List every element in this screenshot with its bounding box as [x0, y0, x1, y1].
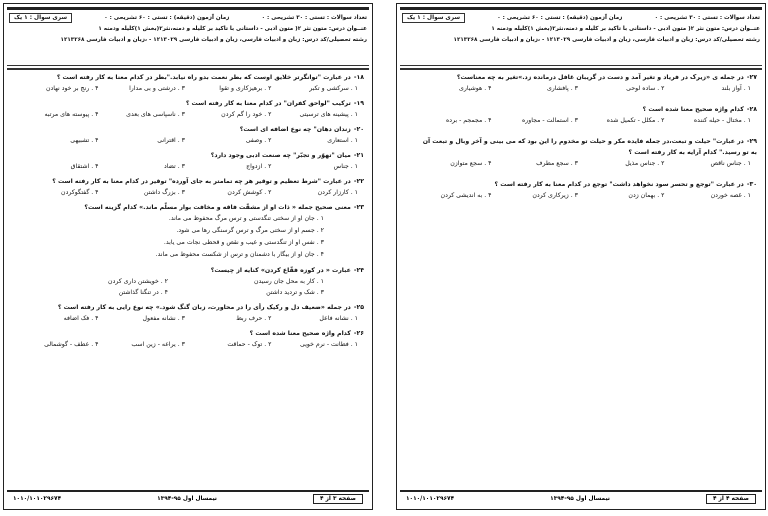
answer-option: ۲ . مکلل - تکمیل شده [606, 117, 665, 124]
question-number: ۲۸- [746, 106, 757, 113]
question-item [12, 328, 364, 350]
answer-option: ۲ . جناس مذیل [625, 160, 665, 167]
question-body: در جمله ی «زیرک در فریاد و تغیر آمد و دست در گریبان غافل درمانده زد.»تغیر به چه معناست؟ [456, 74, 744, 81]
answer-options [405, 158, 757, 169]
series-label: سری سوال : ۱ یک [9, 13, 72, 23]
page-header [9, 12, 367, 60]
question-body: عبارت « در کوزه فقّاع کردن» کنایه از چیست؟ [210, 267, 351, 274]
question-item [12, 202, 364, 261]
question-number: ۱۸- [353, 74, 364, 81]
question-text [12, 176, 364, 187]
question-item [12, 265, 364, 298]
answer-option: ۲ . خود را گم کردن [221, 111, 272, 118]
answer-option: ۴ . به اندیشی کردن [440, 192, 492, 199]
question-item [405, 136, 757, 169]
question-text [405, 104, 757, 115]
question-item [405, 72, 757, 94]
answer-options [405, 115, 757, 126]
answer-option: ۴ . تشبیهی [70, 137, 99, 144]
answer-options [12, 313, 364, 324]
questions-list [12, 72, 364, 487]
answer-option: ۴ . پیوسته های مرتبه [44, 111, 99, 118]
divider [400, 68, 762, 70]
question-number: ۲۹- [746, 138, 757, 145]
question-body: ترکیب "لواحق کفران" در کدام معنا به کار رفته است ؟ [185, 100, 351, 107]
question-number: ۳۰- [746, 181, 757, 188]
answer-options-row [12, 276, 364, 287]
answer-options-row [12, 287, 364, 298]
answer-option: ۱ . فطانت - نرم خویی [300, 341, 358, 348]
answer-option: ۲ . کوشش کردن [227, 189, 272, 196]
answer-option: ۴ . جان او از بیگار با دشمنان و ترس از شکست محفوظ می ماند. [155, 251, 324, 258]
question-text [12, 328, 364, 339]
answer-options-vertical [12, 213, 364, 261]
exam-time: زمان آزمون (دقیقه) : تستی : ۶۰ تشریحی : ۰ [104, 14, 230, 21]
question-body: در عبارت "توجع و تحسر سود نخواهد داشت" توجع در کدام معنا به کار رفته است ؟ [494, 181, 744, 188]
question-item [12, 124, 364, 146]
answer-option: ۱ . کارزار کردن [317, 189, 358, 196]
answer-option: ۳ . شک و تردید داشتن [266, 289, 324, 296]
question-item [405, 104, 757, 126]
divider [7, 68, 369, 70]
question-text [12, 265, 364, 276]
question-number: ۲۳- [353, 204, 364, 211]
question-number: ۱۹- [353, 100, 364, 107]
answer-options [405, 83, 757, 94]
answer-option: ۱ . پیشینه های ترسیتی [299, 111, 358, 118]
answer-option: ۴ . هوشیاری [459, 85, 492, 92]
course-title: عنــوان درس: متون نثر ۲( متون ادبی - داستانی با تاکید بر کلیله و دمنه،نثر۲(بخش ۱)کلیله ودمنه ۱ [98, 25, 367, 32]
answer-option: ۲ . حرف ربط [236, 315, 272, 322]
question-body: کدام واژه صحیح معنا شده است ؟ [249, 330, 351, 337]
question-number: ۲۷- [746, 74, 757, 81]
answer-option: ۲ . توک - حماقت [227, 341, 272, 348]
answer-option: ۳ . استمالت - مجاوره [521, 117, 578, 124]
top-bar [7, 7, 369, 10]
answer-option: ۱ . سرکشی و تکبر [309, 85, 358, 92]
answer-options [12, 109, 364, 120]
question-text [12, 302, 364, 313]
semester-label: نیمسال اول ۹۵-۱۳۹۴ [550, 496, 610, 502]
question-body: در عبارت" حیلت و تبعت،در جمله فایده مکر و حیلت تو مخدوم را این بود که می بینی و آخر وبال و تبعت آن [422, 138, 744, 145]
answer-option: ۲ . خویشتن داری کردن [108, 278, 168, 285]
answer-option: ۳ . درشتی و بی مدارا [129, 85, 185, 92]
exam-page-3 [3, 3, 373, 510]
question-text-continued: به تو رسید." کدام آرایه به کار رفته است ؟ [628, 149, 757, 156]
answer-option: ۴ . رنج بر خود نهادن [45, 85, 99, 92]
answer-option: ۳ . اقترانی [157, 137, 185, 144]
answer-options [405, 190, 757, 201]
answer-options [12, 161, 364, 172]
page-number: صفحه ۳ از ۴ [313, 494, 363, 504]
question-number: ۲۴- [353, 267, 364, 274]
answer-option: ۲ . ساده لوحی [626, 85, 665, 92]
top-bar [400, 7, 762, 10]
question-text [12, 98, 364, 109]
answer-option: ۱ . نشانه فاعل [319, 315, 358, 322]
answer-options [12, 135, 364, 146]
answer-option: ۳ . پافشاری [546, 85, 578, 92]
answer-option: ۲ . ازدواج [246, 163, 272, 170]
course-title: عنــوان درس: متون نثر ۲( متون ادبی - داستانی با تاکید بر کلیله و دمنه،نثر۲(بخش ۱)کلیله ودمنه ۱ [491, 25, 760, 32]
question-body: در عبارت "توانگرتر خلایق اوست که بطر نعمت بدو راه نیابد."بطر در کدام معنا به کار رفته است ؟ [56, 74, 351, 81]
question-number: ۲۲- [353, 178, 364, 185]
question-text [405, 72, 757, 83]
question-body: در جمله «ضعیف دل و رکیک رأی را در محاورت، زبان گنگ شود.» چه نوع رایی به کار رفته است ؟ [57, 304, 351, 311]
question-item [12, 98, 364, 120]
answer-option: ۳ . ناسپاسی های بعدی [126, 111, 185, 118]
question-body: در عبارت "شرط تعظیم و توقیر هر چه تمامتر به جای آورده" توقیر در کدام معنا به کار رفته است ؟ [52, 178, 351, 185]
question-number: ۲۱- [353, 152, 364, 159]
exam-code: ۱۰۱۰/۱۰۱۰۲۹۶۷۴ [13, 496, 62, 502]
question-body: کدام واژه صحیح معنا شده است ؟ [642, 106, 744, 113]
answer-options [12, 339, 364, 350]
answer-option: ۳ . تضاد [164, 163, 185, 170]
answer-option: ۴ . گفتگوکردن [61, 189, 99, 196]
answer-options [12, 187, 364, 198]
answer-option: ۳ . سجع مطرف [536, 160, 578, 167]
answer-option: ۱ . استعاری [327, 137, 358, 144]
question-body: زندان دهان" چه نوع اضافه ای است؟ [239, 126, 351, 133]
answer-option: ۳ . یراعه - زین اسب [131, 341, 185, 348]
question-item [12, 176, 364, 198]
page-header [402, 12, 760, 60]
answer-option: ۲ . وصفی [245, 137, 272, 144]
question-number: ۲۰- [353, 126, 364, 133]
exam-time: زمان آزمون (دقیقه) : تستی : ۶۰ تشریحی : ۰ [497, 14, 623, 21]
answer-option: ۱ . غصه خوردن [710, 192, 751, 199]
answer-options [12, 83, 364, 94]
exam-code: ۱۰۱۰/۱۰۱۰۲۹۶۷۴ [406, 496, 455, 502]
question-body: میان "تهوّر و تجبّر" چه صنعت ادبی وجود دارد؟ [210, 152, 351, 159]
question-text [405, 179, 757, 190]
answer-option: ۳ . زیرکاری کردن [532, 192, 578, 199]
question-item [12, 72, 364, 94]
divider [400, 65, 762, 66]
question-text [12, 72, 364, 83]
answer-option: ۲ . بهمان زدن [628, 192, 665, 199]
answer-option: ۴ . سجع متوازن [450, 160, 492, 167]
answer-option: ۴ . عطف - گوشمالی [44, 341, 99, 348]
page-footer [400, 490, 762, 506]
answer-option: ۱ . مختال - حیله کننده [693, 117, 751, 124]
questions-list [405, 72, 757, 487]
question-number: ۲۵- [353, 304, 364, 311]
answer-option: ۱ . جناس [333, 163, 358, 170]
question-body: معنی صحیح جمله « ذات او از مشقّت فاقه و مخافت بوار مسلّم ماند.» کدام گزینه است؟ [84, 204, 351, 211]
series-label: سری سوال : ۱ یک [402, 13, 465, 23]
question-text [405, 136, 757, 147]
answer-option: ۱ . آواز بلند [721, 85, 751, 92]
answer-option: ۴ . در تنگنا گذاشتن [118, 289, 168, 296]
exam-page-4 [396, 3, 766, 510]
question-item [405, 179, 757, 201]
page-footer [7, 490, 369, 506]
answer-option: ۴ . اشتقاق [70, 163, 99, 170]
answer-option: ۳ . نشانه مفعول [142, 315, 185, 322]
question-count: تعداد سوالات : تستی : ۳۰ تشریحی : ۰ [654, 14, 760, 21]
answer-option: ۱ . جان او از سختی تنگدستی و ترس مرگ محفوظ می ماند. [168, 215, 324, 222]
answer-option: ۱ . جناس ناقص [710, 160, 751, 167]
answer-option: ۳ . نفس او از تنگدستی و عیب و نقص و قحطی نجات می یابد. [163, 239, 324, 246]
course-code: رشته تحصیلی/کد درس: زبان و ادبیات فارسی، زبان و ادبیات فارسی ۱۲۱۳۰۲۹ - ،زبان و ادبیات فارسی ۱۲۱۳۲۶۸ [60, 36, 367, 43]
answer-option: ۳ . بزرگ داشتن [143, 189, 185, 196]
question-number: ۲۶- [353, 330, 364, 337]
question-text [12, 150, 364, 161]
question-text [12, 124, 364, 135]
question-item [12, 302, 364, 324]
answer-option: ۲ . برهیزکاری و تقوا [219, 85, 272, 92]
answer-option: ۱ . کار به محل جان رسیدن [253, 278, 324, 285]
page-number: صفحه ۴ از ۴ [706, 494, 756, 504]
question-item [12, 150, 364, 172]
answer-option: ۴ . مجمجم - برده [445, 117, 492, 124]
question-count: تعداد سوالات : تستی : ۳۰ تشریحی : ۰ [261, 14, 367, 21]
question-text [12, 202, 364, 213]
course-code: رشته تحصیلی/کد درس: زبان و ادبیات فارسی، زبان و ادبیات فارسی ۱۲۱۳۰۲۹ - ،زبان و ادبیات فارسی ۱۲۱۳۲۶۸ [453, 36, 760, 43]
answer-option: ۴ . فک اضافه [63, 315, 99, 322]
semester-label: نیمسال اول ۹۵-۱۳۹۴ [157, 496, 217, 502]
divider [7, 65, 369, 66]
answer-option: ۲ . جسم او از سختی مرگ و ترس گرسنگی رها می شود. [176, 227, 324, 234]
